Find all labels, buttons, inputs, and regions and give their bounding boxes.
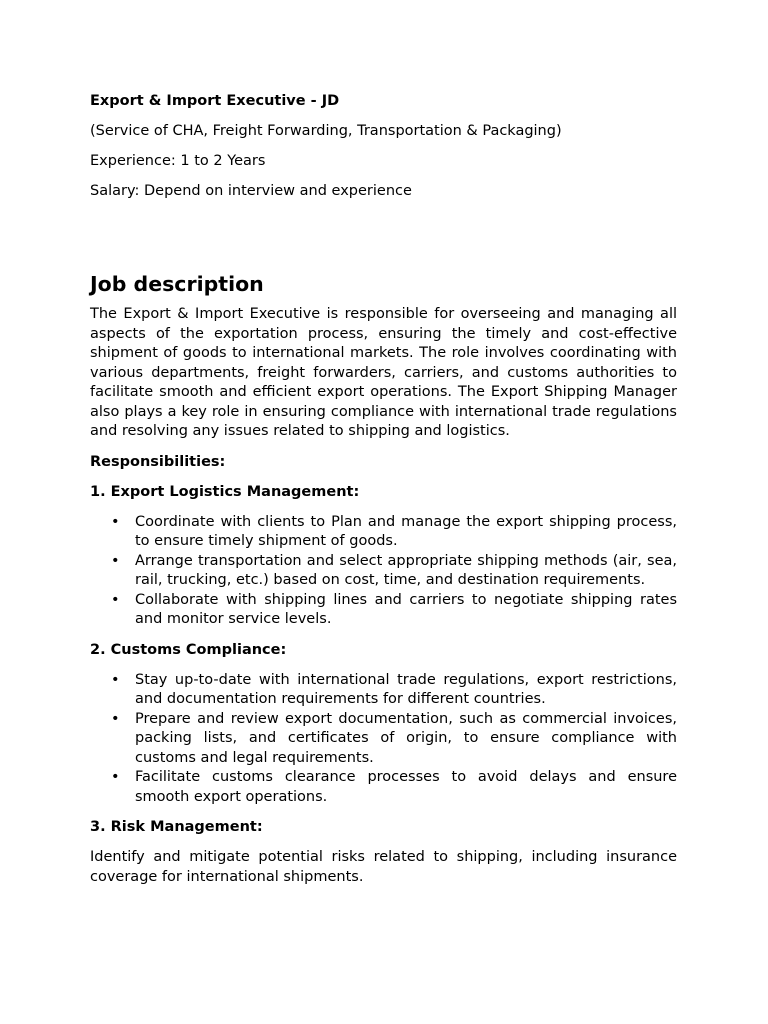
- section-title-risk: 3. Risk Management:: [90, 819, 263, 835]
- risk-management-text: Identify and mitigate potential risks related to shipping, including insurance coverage for international shipments.: [90, 849, 677, 885]
- job-description-heading: Job description: [90, 272, 264, 296]
- bullet-icon: •: [111, 591, 120, 608]
- list-item-text: Coordinate with clients to Plan and manage the export shipping process, to ensure timely shipment of goods.: [135, 513, 677, 549]
- bullet-icon: •: [111, 710, 120, 727]
- responsibilities-heading: Responsibilities:: [90, 453, 226, 470]
- section-title-customs: 2. Customs Compliance:: [90, 641, 287, 658]
- document-title: Export & Import Executive - JD: [90, 93, 340, 109]
- customs-bullet-list: [90, 671, 677, 808]
- list-item-text: Stay up-to-date with international trade regulations, export restrictions, and documentation requirements for different countries.: [135, 671, 677, 707]
- list-item: [90, 552, 677, 591]
- bullet-icon: •: [111, 671, 120, 688]
- services-line: (Service of CHA, Freight Forwarding, Transportation & Packaging): [90, 123, 562, 139]
- list-item: [90, 710, 677, 769]
- list-item-text: Collaborate with shipping lines and carriers to negotiate shipping rates and monitor service levels.: [135, 591, 677, 627]
- job-description-summary: The Export & Import Executive is responsible for overseeing and managing all aspects of the exportation process, ensuring the timely and cost-effective shipment of goods to international markets. The role involves coordinating with various departments, freight forwarders, carriers, and customs authorities to facilitate smooth and efficient export operations. The Export Shipping Manager also plays a key role in ensuring compliance with international trade regulations and resolving any issues related to shipping and logistics.: [90, 306, 677, 439]
- logistics-bullet-list: [90, 513, 677, 630]
- bullet-icon: •: [111, 513, 120, 530]
- document-page: [90, 92, 677, 898]
- list-item: [90, 671, 677, 710]
- list-item-text: Arrange transportation and select appropriate shipping methods (air, sea, rail, trucking, etc.) based on cost, time, and destination requirements.: [135, 552, 677, 588]
- bullet-icon: •: [111, 552, 120, 569]
- salary-line: Salary: Depend on interview and experience: [90, 183, 412, 199]
- list-item: [90, 513, 677, 552]
- bullet-icon: •: [111, 769, 120, 785]
- list-item: [90, 768, 677, 807]
- list-item: [90, 591, 677, 630]
- list-item-text: Facilitate customs clearance processes to avoid delays and ensure smooth export operations.: [135, 769, 677, 805]
- experience-line: Experience: 1 to 2 Years: [90, 153, 266, 169]
- list-item-text: Prepare and review export documentation, such as commercial invoices, packing lists, and certificates of origin, to ensure compliance with customs and legal requirements.: [135, 710, 677, 766]
- section-title-logistics: 1. Export Logistics Management:: [90, 483, 360, 500]
